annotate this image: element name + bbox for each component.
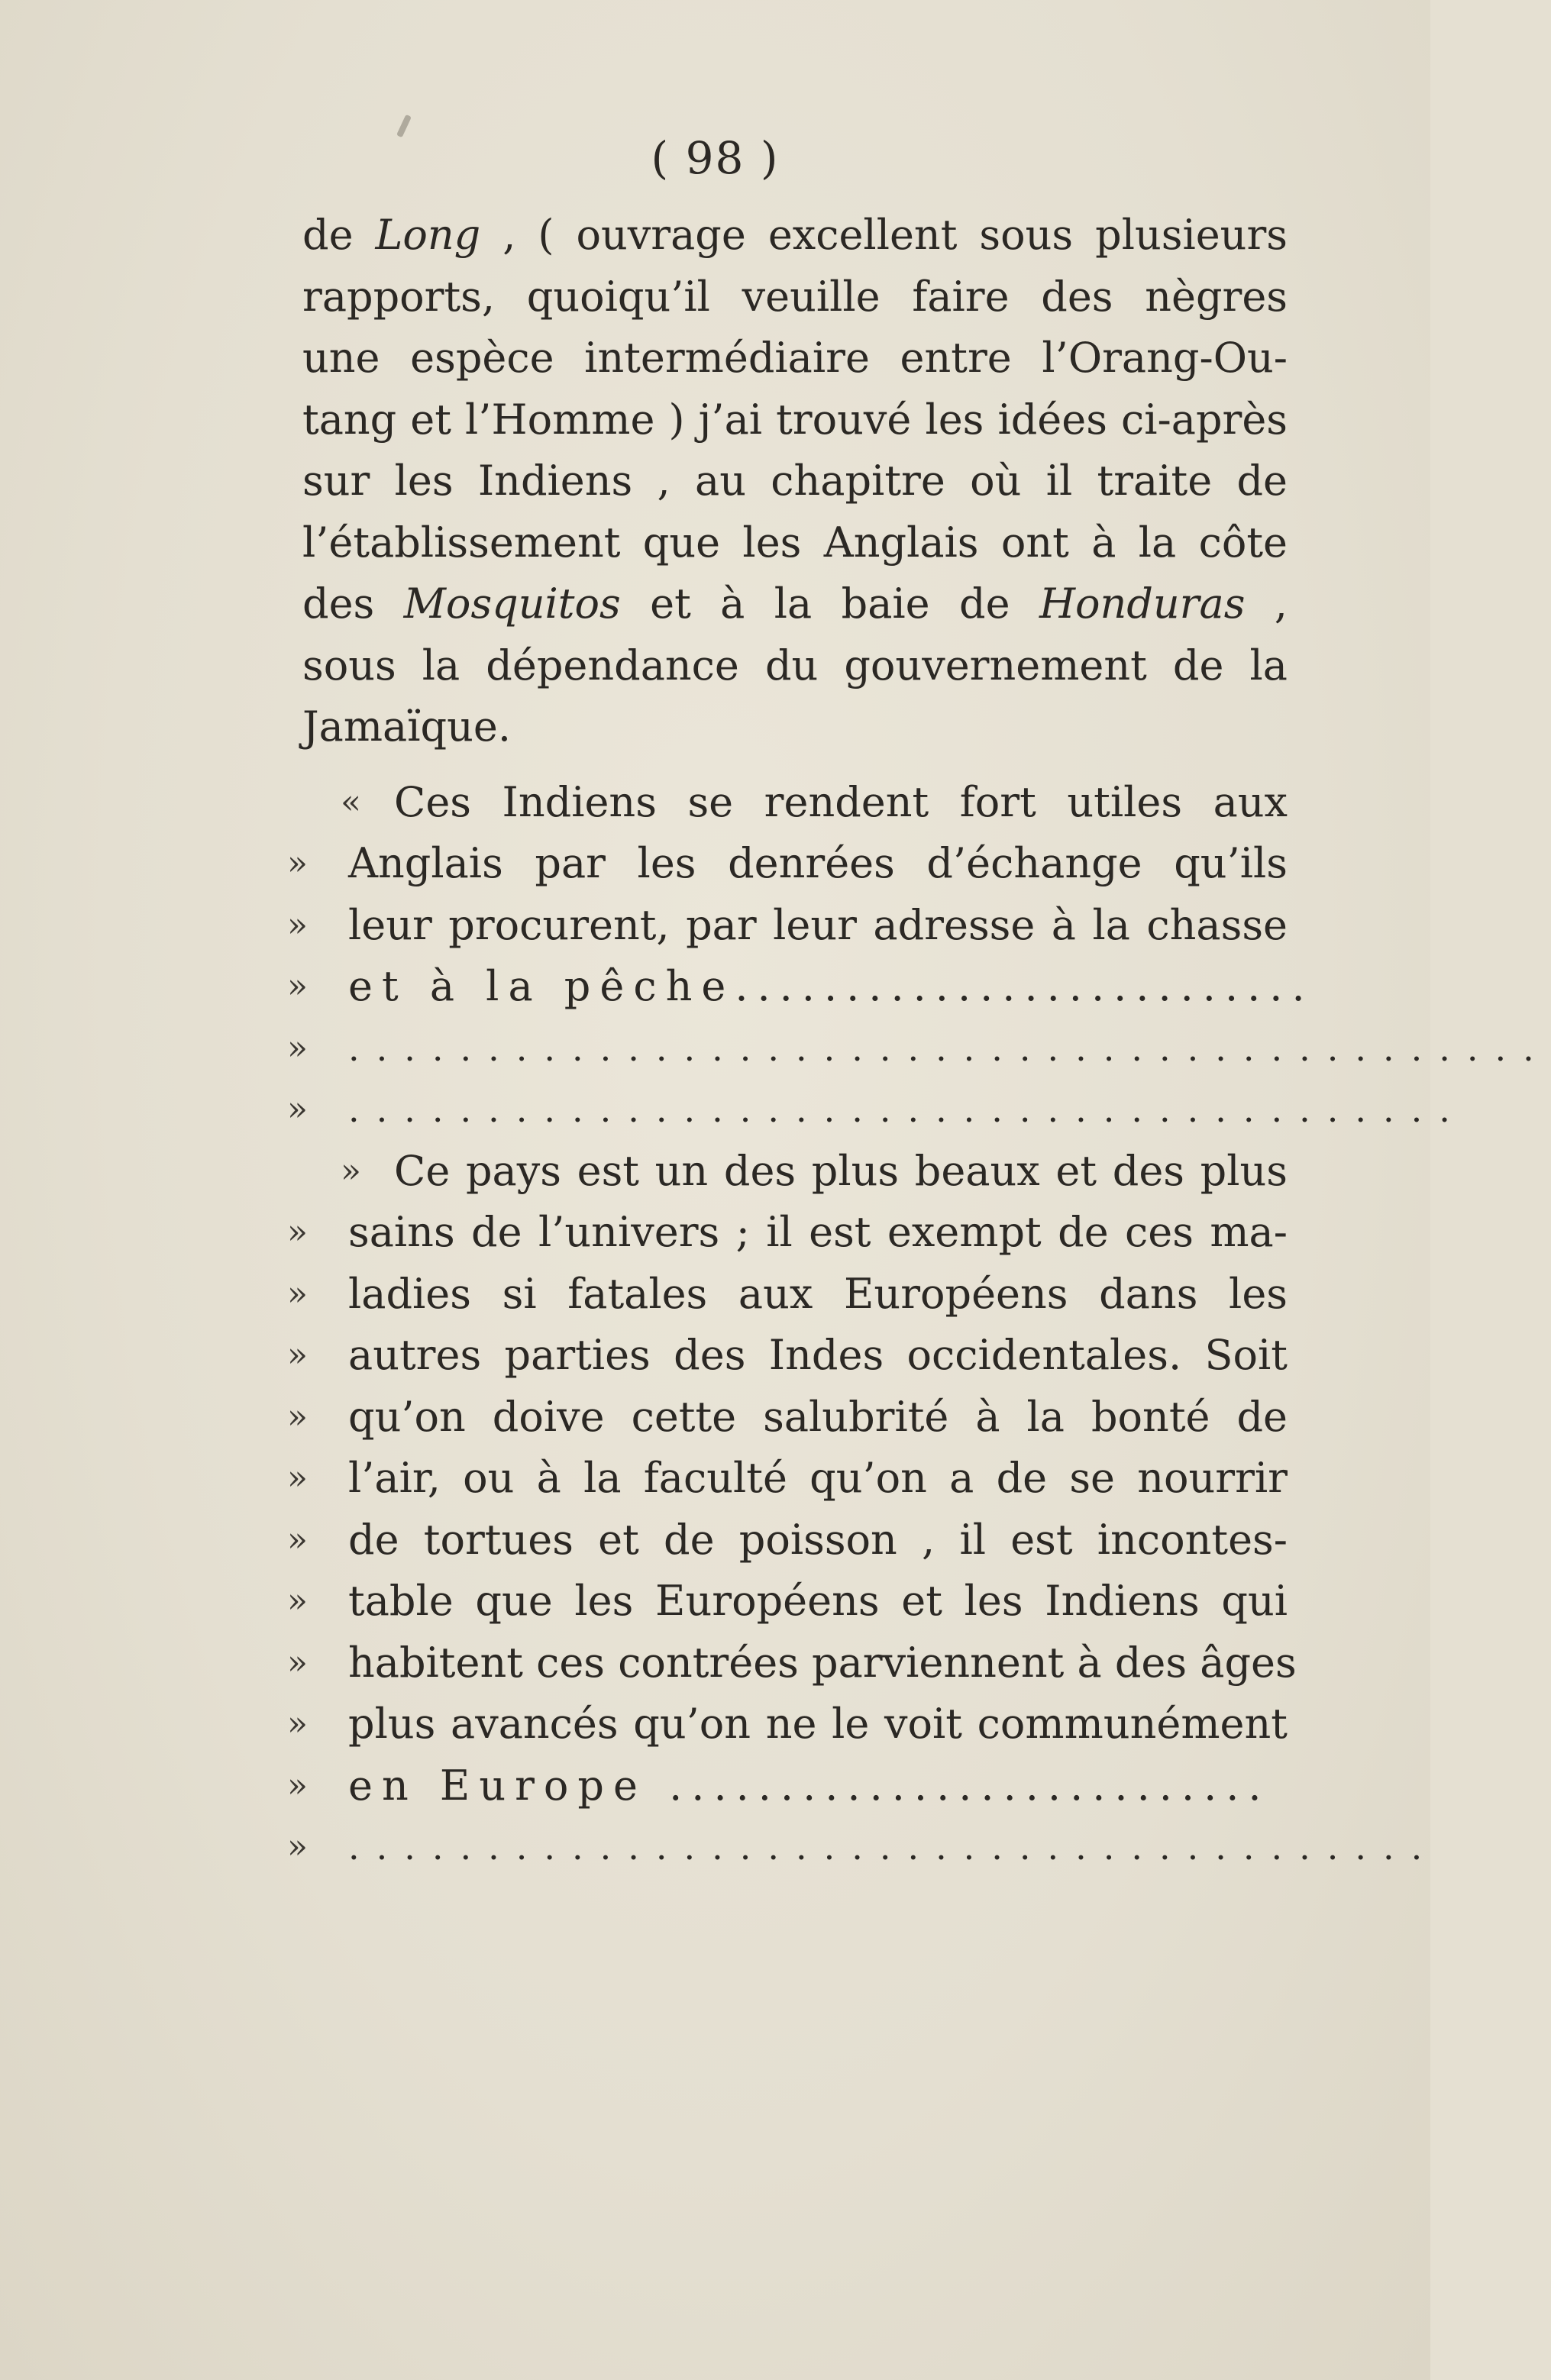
paragraph1-line-5: sur les Indiens , au chapitre où il traite de bbox=[302, 457, 1288, 505]
quote1-dots-line-2 bbox=[287, 1079, 1467, 1141]
continue-quote-mark: » bbox=[287, 1519, 308, 1559]
quote2-line-11: » en Europe ........................... bbox=[302, 1755, 1288, 1817]
continue-quote-mark: » bbox=[287, 905, 308, 945]
continue-quote-mark: » bbox=[287, 1458, 308, 1497]
quote1-line-1: « Ces Indiens se rendent fort utiles aux bbox=[302, 772, 1288, 834]
quote2-line-1: » Ce pays est un des plus beaux et des plus bbox=[302, 1141, 1288, 1203]
quote2-line-8: » table que les Européens et les Indiens qui bbox=[302, 1571, 1288, 1632]
continue-quote-mark: » bbox=[287, 1642, 308, 1682]
quote2-line-6: » l’air, ou à la faculté qu’on a de se nourrir bbox=[302, 1448, 1288, 1510]
quote1-line-3: » leur procurent, par leur adresse à la chasse bbox=[302, 895, 1288, 957]
place-mosquitos: Mosquitos bbox=[403, 580, 621, 628]
continue-quote-mark: » bbox=[287, 1090, 308, 1129]
paragraph1-line-9: Jamaïque. bbox=[302, 702, 511, 751]
quote2-dots-line bbox=[287, 1816, 1440, 1878]
paragraph1-line-6: l’établissement que les Anglais ont à la côte bbox=[302, 518, 1288, 567]
quote1-dots-line-1 bbox=[287, 1018, 1551, 1080]
continue-quote-mark: » bbox=[287, 844, 308, 883]
paragraph1-line-2: rapports, quoiqu’il veuille faire des nègres bbox=[302, 272, 1288, 321]
continue-quote-mark: » bbox=[287, 1274, 308, 1313]
ellipsis-dots: ........................................ bbox=[348, 1089, 1467, 1130]
page-text bbox=[287, 205, 1551, 1878]
continue-quote-mark: » bbox=[287, 1213, 308, 1251]
quote2-line-5: » qu’on doive cette salubrité à la bonté de bbox=[302, 1387, 1288, 1448]
quote1-line-2: » Anglais par les denrées d’échange qu’ils bbox=[302, 833, 1288, 895]
continue-quote-mark: » bbox=[287, 1765, 308, 1805]
ellipsis-dots: ....................................... bbox=[348, 1826, 1440, 1868]
open-quote-mark: « bbox=[341, 782, 361, 822]
quote2-line-3: » ladies si fatales aux Européens dans les bbox=[302, 1264, 1288, 1326]
author-name-long: Long bbox=[375, 211, 481, 259]
paragraph1-line-7: des Mosquitos et à la baie de Honduras , bbox=[302, 580, 1288, 628]
continue-quote-mark: » bbox=[287, 1581, 308, 1620]
continue-quote-mark: » bbox=[287, 1028, 308, 1067]
paragraph1-line-4: tang et l’Homme ) j’ai trouvé les idées ci-après bbox=[302, 395, 1288, 444]
place-honduras: Honduras bbox=[1039, 580, 1246, 628]
paragraph-gap bbox=[302, 758, 1288, 772]
continue-quote-mark: » bbox=[287, 1335, 308, 1374]
quote2-line-4: » autres parties des Indes occidentales. Soit bbox=[302, 1325, 1288, 1387]
paragraph1-line-1: de Long , ( ouvrage excellent sous plusieurs bbox=[302, 211, 1288, 259]
continue-quote-mark: » bbox=[287, 1704, 308, 1743]
quote2-line-10: » plus avancés qu’on ne le voit communément bbox=[302, 1694, 1288, 1755]
quote1-line-4: » et à la pêche.......................... bbox=[302, 956, 1288, 1018]
continue-quote-mark: » bbox=[341, 1151, 361, 1190]
quote2-line-2: » sains de l’univers ; il est exempt de ces ma- bbox=[302, 1202, 1288, 1264]
quote2-line-7: » de tortues et de poisson , il est incontes- bbox=[302, 1510, 1288, 1571]
ellipsis-dots: ........................................... bbox=[348, 1027, 1551, 1069]
continue-quote-mark: » bbox=[287, 1827, 308, 1866]
continue-quote-mark: » bbox=[287, 1397, 308, 1436]
paragraph1-line-8: sous la dépendance du gouvernement de la bbox=[302, 641, 1288, 689]
continue-quote-mark: » bbox=[287, 967, 308, 1006]
paragraph1-line-3: une espèce intermédiaire entre l’Orang-Ou- bbox=[302, 334, 1288, 382]
quote2-line-9: » habitent ces contrées parviennent à des âges bbox=[302, 1632, 1288, 1694]
page-number: ( 98 ) bbox=[651, 132, 780, 184]
